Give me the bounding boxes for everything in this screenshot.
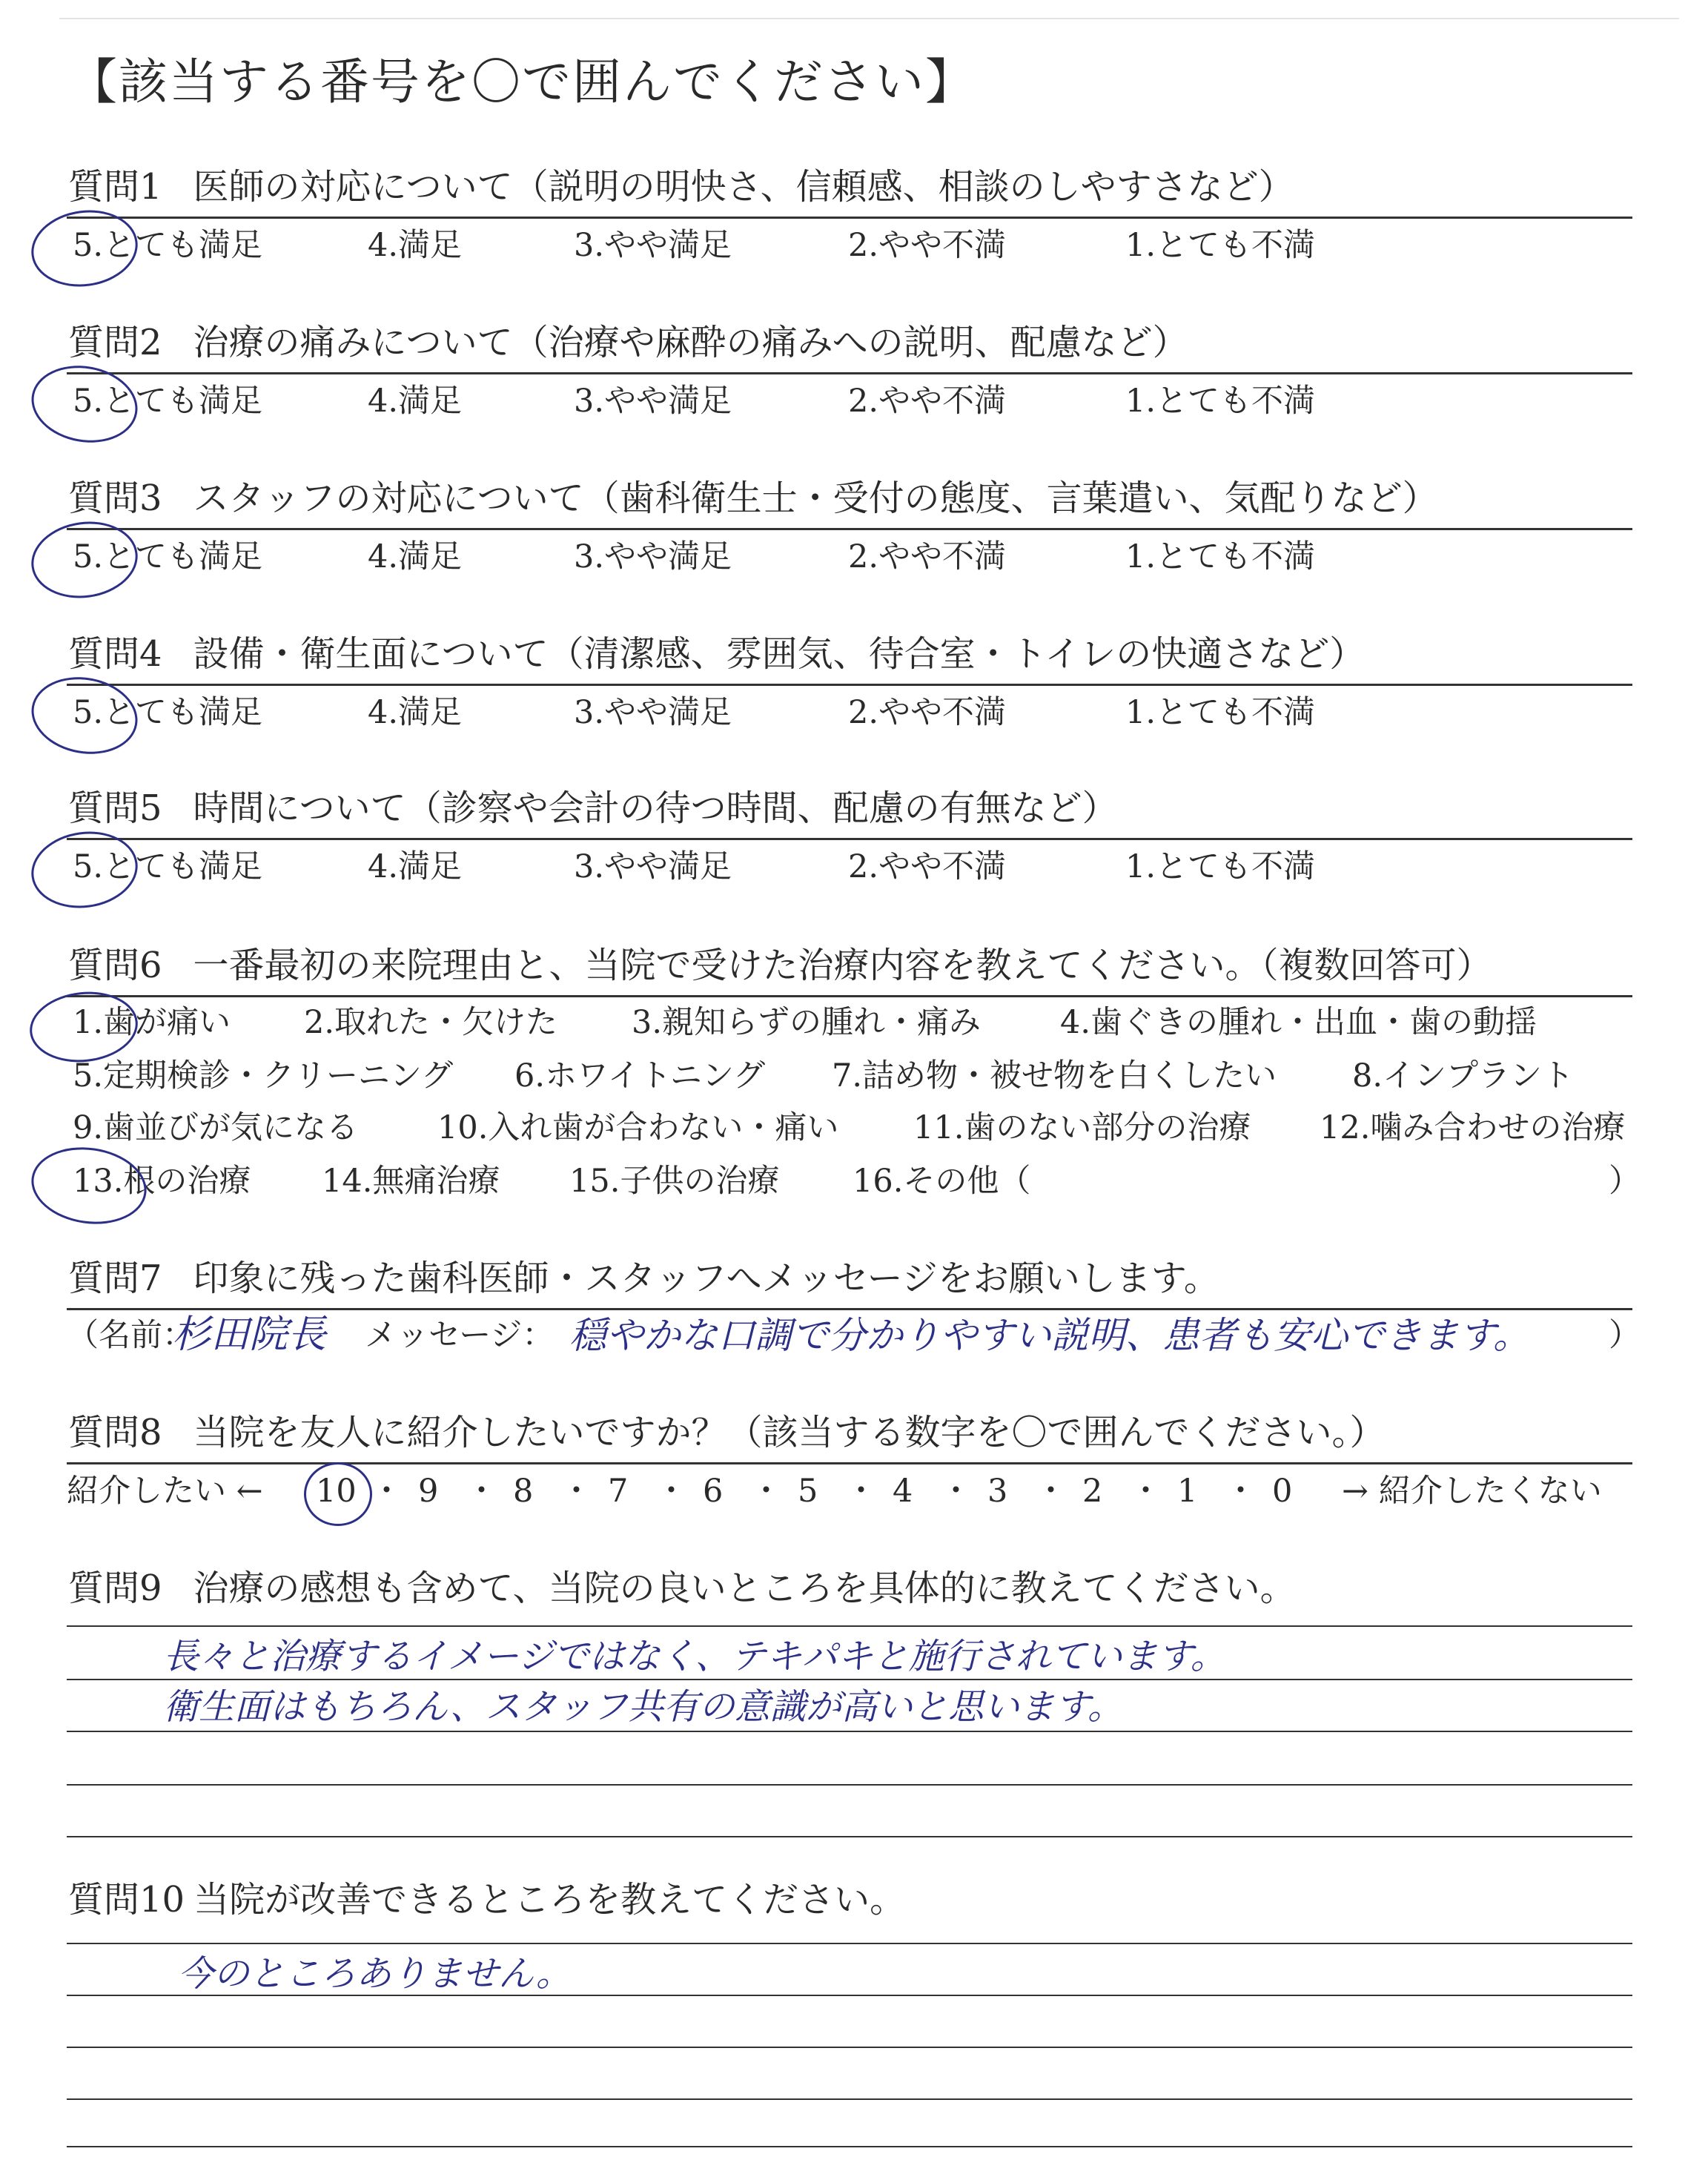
rating-option-1[interactable]: 1.とても不満 bbox=[1125, 383, 1316, 420]
rating-option-2[interactable]: 2.やや不満 bbox=[848, 538, 1007, 575]
writing-line bbox=[67, 1784, 1632, 1786]
rating-option-3[interactable]: 3.やや満足 bbox=[574, 538, 732, 575]
writing-line bbox=[67, 1731, 1632, 1732]
handwritten-message[interactable]: 穏やかな口調で分かりやすい説明、患者も安心できます。 bbox=[569, 1314, 1530, 1357]
question-title bbox=[68, 322, 1188, 363]
question-text: 当院が改善できるところを教えてください。 bbox=[193, 1879, 906, 1920]
scale-separator: ・ bbox=[466, 1473, 497, 1510]
rating-option-2[interactable]: 2.やや不満 bbox=[848, 383, 1007, 420]
question-label: 質問7 bbox=[68, 1258, 162, 1299]
rating-option-1[interactable]: 1.とても不満 bbox=[1125, 694, 1316, 731]
handwritten-answer-line-1[interactable]: 長々と治療するイメージではなく、テキパキと施行されています。 bbox=[163, 1636, 1226, 1677]
question-label: 質問4 bbox=[68, 633, 162, 675]
question-text: 治療の感想も含めて、当院の良いところを具体的に教えてください。 bbox=[193, 1568, 1296, 1609]
reason-option-6[interactable]: 6.ホワイトニング bbox=[514, 1057, 766, 1094]
scale-value-5[interactable]: 5 bbox=[798, 1473, 818, 1510]
reason-option-5[interactable]: 5.定期検診・クリーニング bbox=[73, 1057, 454, 1094]
question-title bbox=[68, 787, 1118, 829]
reason-option-8[interactable]: 8.インプラント bbox=[1352, 1057, 1575, 1094]
question-underline bbox=[67, 1308, 1632, 1310]
question-label: 質問9 bbox=[68, 1568, 162, 1609]
rating-option-4[interactable]: 4.満足 bbox=[368, 383, 463, 420]
rating-option-4[interactable]: 4.満足 bbox=[368, 538, 463, 575]
reason-option-11[interactable]: 11.歯のない部分の治療 bbox=[913, 1109, 1251, 1146]
question-text: 設備・衛生面について（清潔感、雰囲気、待合室・トイレの快適さなど） bbox=[193, 633, 1366, 675]
question-text: 治療の痛みについて（治療や麻酔の痛みへの説明、配慮など） bbox=[193, 322, 1188, 363]
rating-option-2[interactable]: 2.やや不満 bbox=[848, 848, 1007, 885]
writing-line bbox=[67, 2098, 1632, 2100]
question-text: 時間について（診察や会計の待つ時間、配慮の有無など） bbox=[193, 787, 1118, 829]
reason-option-14[interactable]: 14.無痛治療 bbox=[322, 1163, 500, 1200]
scale-value-7[interactable]: 7 bbox=[608, 1473, 629, 1510]
question-label: 質問10 bbox=[68, 1879, 185, 1920]
rating-option-5[interactable]: 5.とても満足 bbox=[73, 383, 263, 420]
writing-line bbox=[67, 2047, 1632, 2048]
scale-separator: ・ bbox=[1035, 1473, 1067, 1510]
reason-option-2[interactable]: 2.取れた・欠けた bbox=[304, 1004, 558, 1041]
rating-option-4[interactable]: 4.満足 bbox=[368, 848, 463, 885]
question-title bbox=[68, 1568, 1296, 1609]
question-underline bbox=[67, 1462, 1632, 1464]
question-title bbox=[68, 1412, 1386, 1453]
other-close-paren: ） bbox=[1609, 1163, 1641, 1200]
writing-line bbox=[67, 1836, 1632, 1837]
question-text: 当院を友人に紹介したいですか？（該当する数字を〇で囲んでください。） bbox=[193, 1412, 1386, 1453]
handwritten-name[interactable]: 杉田院長 bbox=[172, 1312, 327, 1357]
writing-line bbox=[67, 1679, 1632, 1680]
question-label: 質問5 bbox=[68, 787, 162, 829]
scale-value-2[interactable]: 2 bbox=[1082, 1473, 1103, 1510]
rating-option-3[interactable]: 3.やや満足 bbox=[574, 848, 732, 885]
question-title bbox=[68, 478, 1438, 519]
rating-option-3[interactable]: 3.やや満足 bbox=[574, 383, 732, 420]
question-underline bbox=[67, 217, 1632, 219]
writing-line bbox=[67, 1943, 1632, 1944]
rating-option-4[interactable]: 4.満足 bbox=[368, 227, 463, 264]
scan-top-edge bbox=[59, 18, 1679, 19]
scale-separator: ・ bbox=[1225, 1473, 1257, 1510]
reason-option-7[interactable]: 7.詰め物・被せ物を白くしたい bbox=[832, 1057, 1277, 1094]
question-underline bbox=[67, 528, 1632, 530]
message-close-paren: ） bbox=[1609, 1317, 1641, 1354]
question-label: 質問6 bbox=[68, 945, 162, 986]
question-text: 医師の対応について（説明の明快さ、信頼感、相談のしやすさなど） bbox=[193, 166, 1294, 208]
scale-value-0[interactable]: 0 bbox=[1272, 1473, 1293, 1510]
question-title bbox=[68, 1879, 906, 1920]
reason-option-4[interactable]: 4.歯ぐきの腫れ・出血・歯の動揺 bbox=[1060, 1004, 1537, 1041]
scale-value-4[interactable]: 4 bbox=[893, 1473, 913, 1510]
rating-option-4[interactable]: 4.満足 bbox=[368, 694, 463, 731]
handwritten-answer-line-1[interactable]: 今のところありません。 bbox=[178, 1953, 572, 1995]
question-title bbox=[68, 1258, 1219, 1299]
rating-option-5[interactable]: 5.とても満足 bbox=[73, 694, 263, 731]
message-label: メッセージ： bbox=[365, 1317, 555, 1354]
rating-option-5[interactable]: 5.とても満足 bbox=[73, 227, 263, 264]
question-title bbox=[68, 945, 1492, 986]
rating-option-3[interactable]: 3.やや満足 bbox=[574, 227, 732, 264]
reason-option-16[interactable]: 16.その他（ bbox=[853, 1163, 1031, 1200]
reason-option-12[interactable]: 12.噛み合わせの治療 bbox=[1320, 1109, 1626, 1146]
scale-value-10[interactable]: 10 bbox=[316, 1473, 357, 1510]
scale-separator: ・ bbox=[750, 1473, 782, 1510]
question-title bbox=[68, 633, 1366, 675]
rating-option-5[interactable]: 5.とても満足 bbox=[73, 538, 263, 575]
reason-option-13[interactable]: 13.根の治療 bbox=[73, 1163, 251, 1200]
reason-option-3[interactable]: 3.親知らずの腫れ・痛み bbox=[632, 1004, 982, 1041]
scale-value-1[interactable]: 1 bbox=[1177, 1473, 1198, 1510]
scale-value-9[interactable]: 9 bbox=[418, 1473, 439, 1510]
rating-option-1[interactable]: 1.とても不満 bbox=[1125, 848, 1316, 885]
scale-separator: ・ bbox=[560, 1473, 592, 1510]
scale-separator: ・ bbox=[655, 1473, 687, 1510]
question-label: 質問1 bbox=[68, 166, 162, 208]
writing-line bbox=[67, 2146, 1632, 2147]
rating-option-3[interactable]: 3.やや満足 bbox=[574, 694, 732, 731]
scale-separator: ・ bbox=[1130, 1473, 1162, 1510]
scale-value-3[interactable]: 3 bbox=[987, 1473, 1008, 1510]
question-text: スタッフの対応について（歯科衛生士・受付の態度、言葉遣い、気配りなど） bbox=[193, 478, 1438, 519]
question-text: 印象に残った歯科医師・スタッフへメッセージをお願いします。 bbox=[193, 1258, 1219, 1299]
question-underline bbox=[67, 838, 1632, 840]
form-header: 【該当する番号を〇で囲んでください】 bbox=[68, 53, 976, 110]
question-underline bbox=[67, 995, 1632, 997]
writing-line bbox=[67, 1625, 1632, 1627]
question-text: 一番最初の来院理由と、当院で受けた治療内容を教えてください。（複数回答可） bbox=[193, 945, 1492, 986]
scale-value-6[interactable]: 6 bbox=[703, 1473, 724, 1510]
scale-separator: ・ bbox=[845, 1473, 877, 1510]
handwritten-answer-line-2[interactable]: 衛生面はもちろん、スタッフ共有の意識が高いと思います。 bbox=[163, 1686, 1124, 1728]
rating-option-1[interactable]: 1.とても不満 bbox=[1125, 227, 1316, 264]
scale-right-label: → 紹介したくない bbox=[1342, 1473, 1602, 1510]
reason-option-1[interactable]: 1.歯が痛い bbox=[73, 1004, 231, 1041]
rating-option-1[interactable]: 1.とても不満 bbox=[1125, 538, 1316, 575]
reason-option-9[interactable]: 9.歯並びが気になる bbox=[73, 1109, 359, 1146]
question-label: 質問3 bbox=[68, 478, 162, 519]
scale-separator: ・ bbox=[371, 1473, 403, 1510]
question-underline bbox=[67, 372, 1632, 374]
question-label: 質問8 bbox=[68, 1412, 162, 1453]
name-label: （名前： bbox=[67, 1317, 194, 1354]
question-title bbox=[68, 166, 1294, 208]
question-label: 質問2 bbox=[68, 322, 162, 363]
scale-value-8[interactable]: 8 bbox=[513, 1473, 534, 1510]
reason-option-15[interactable]: 15.子供の治療 bbox=[569, 1163, 780, 1200]
reason-option-10[interactable]: 10.入れ歯が合わない・痛い bbox=[437, 1109, 839, 1146]
question-underline bbox=[67, 684, 1632, 686]
rating-option-5[interactable]: 5.とても満足 bbox=[73, 848, 263, 885]
scale-separator: ・ bbox=[940, 1473, 972, 1510]
scale-left-label: 紹介したい ← bbox=[67, 1473, 263, 1510]
rating-option-2[interactable]: 2.やや不満 bbox=[848, 694, 1007, 731]
writing-line bbox=[67, 1995, 1632, 1996]
rating-option-2[interactable]: 2.やや不満 bbox=[848, 227, 1007, 264]
